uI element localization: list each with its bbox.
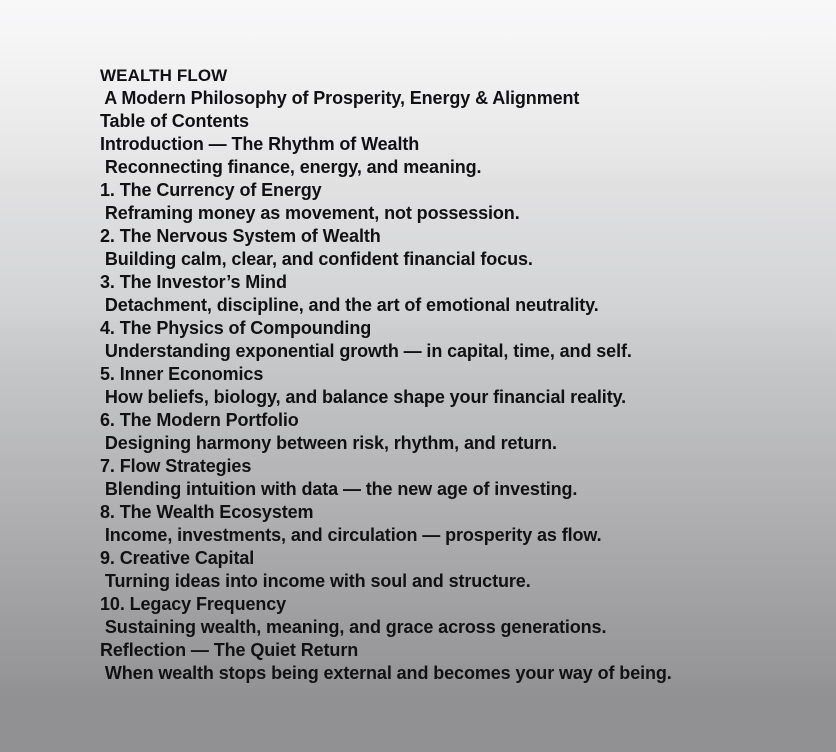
toc-entry-description: Designing harmony between risk, rhythm, and return.	[100, 433, 557, 453]
toc-entry-heading[interactable]: 9. Creative Capital	[100, 548, 255, 568]
toc-entry-heading[interactable]: 4. The Physics of Compounding	[100, 318, 372, 338]
toc-entry	[100, 133, 800, 179]
toc-entry-heading[interactable]: 7. Flow Strategies	[100, 456, 252, 476]
toc-entry	[100, 271, 800, 317]
toc-entry-description: Reframing money as movement, not possession.	[100, 203, 520, 223]
toc-entry	[100, 593, 800, 639]
toc-entry	[100, 547, 800, 593]
toc-entry-heading[interactable]: 5. Inner Economics	[100, 364, 264, 384]
toc-entry	[100, 317, 800, 363]
toc-entry	[100, 409, 800, 455]
toc-entry-description: Building calm, clear, and confident financial focus.	[100, 249, 533, 269]
toc-entry-description: Sustaining wealth, meaning, and grace across generations.	[100, 617, 607, 637]
toc-entry	[100, 225, 800, 271]
toc-entry-description: Income, investments, and circulation — prosperity as flow.	[100, 525, 602, 545]
toc-entry-description: Turning ideas into income with soul and structure.	[100, 571, 531, 591]
table-of-contents-block	[100, 64, 800, 685]
toc-entry-description: When wealth stops being external and becomes your way of being.	[100, 663, 672, 683]
toc-entry-heading[interactable]: Reflection — The Quiet Return	[100, 640, 359, 660]
toc-entry-description: How beliefs, biology, and balance shape your financial reality.	[100, 387, 627, 407]
toc-entry	[100, 363, 800, 409]
toc-entry-description: Detachment, discipline, and the art of emotional neutrality.	[100, 295, 599, 315]
document-subtitle: A Modern Philosophy of Prosperity, Energy & Alignment	[100, 88, 580, 108]
toc-entry	[100, 501, 800, 547]
toc-entry-heading[interactable]: 3. The Investor’s Mind	[100, 272, 287, 292]
toc-entry-heading[interactable]: 10. Legacy Frequency	[100, 594, 287, 614]
toc-entry-heading[interactable]: 2. The Nervous System of Wealth	[100, 226, 381, 246]
table-of-contents-label: Table of Contents	[100, 111, 249, 131]
toc-entry-heading[interactable]: 6. The Modern Portfolio	[100, 410, 299, 430]
toc-entry-description: Reconnecting finance, energy, and meaning.	[100, 157, 482, 177]
toc-entry-heading[interactable]: Introduction — The Rhythm of Wealth	[100, 134, 420, 154]
toc-entry-description: Blending intuition with data — the new age of investing.	[100, 479, 578, 499]
toc-entry-description: Understanding exponential growth — in capital, time, and self.	[100, 341, 632, 361]
toc-entry-heading[interactable]: 1. The Currency of Energy	[100, 180, 322, 200]
toc-entry	[100, 179, 800, 225]
toc-entry	[100, 639, 800, 685]
toc-entry-list	[100, 133, 800, 685]
toc-entry	[100, 455, 800, 501]
toc-entry-heading[interactable]: 8. The Wealth Ecosystem	[100, 502, 314, 522]
document-title: WEALTH FLOW	[100, 66, 228, 85]
